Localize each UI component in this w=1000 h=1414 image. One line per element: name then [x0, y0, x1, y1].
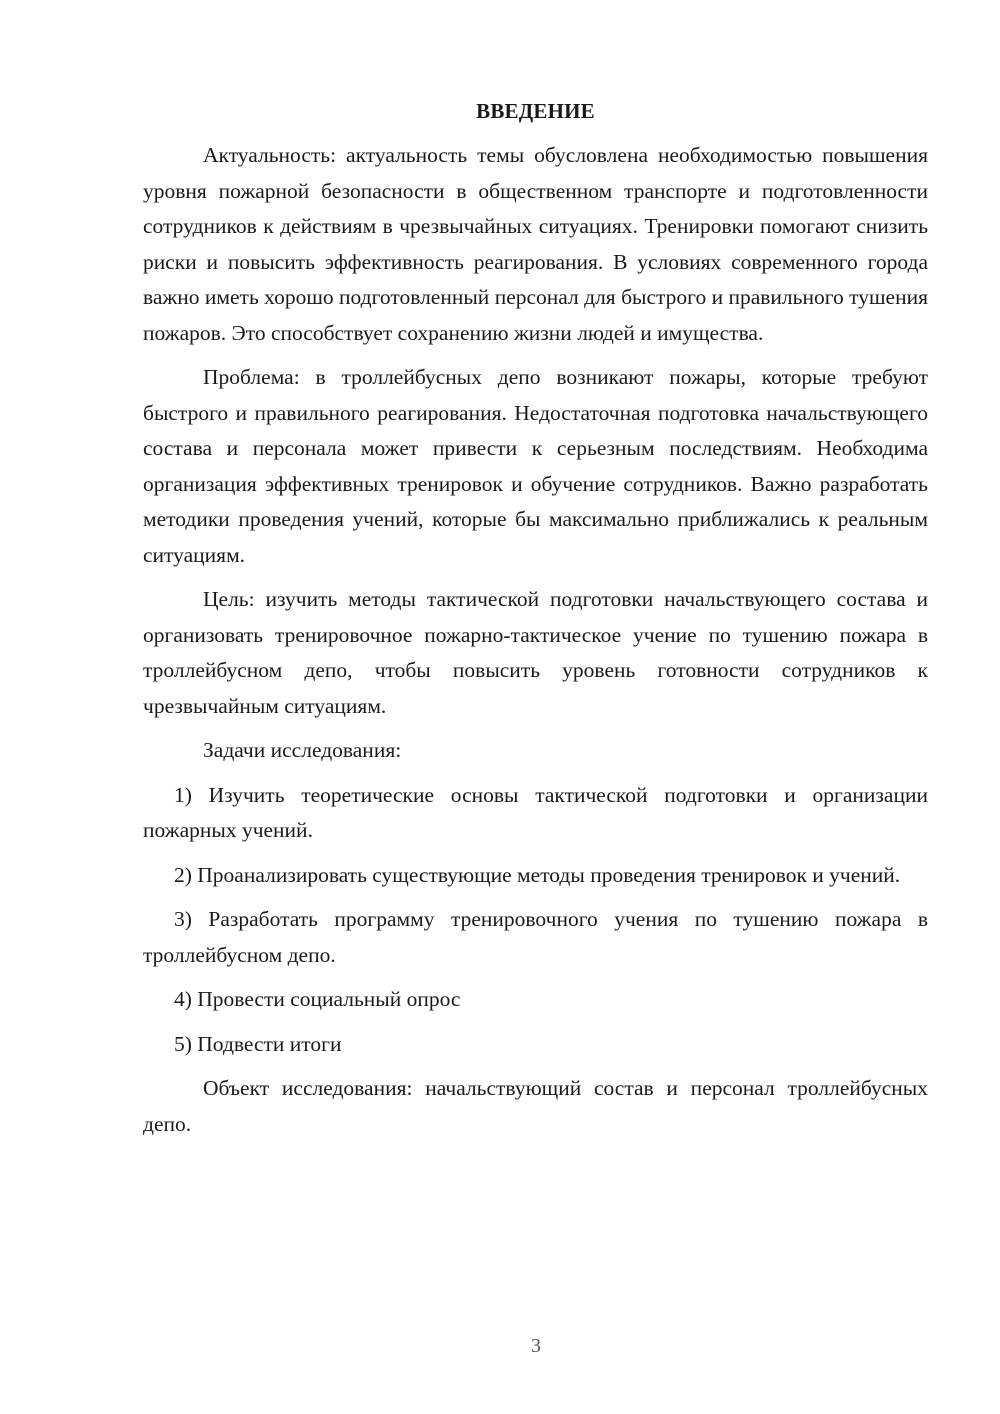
relevance-paragraph: Актуальность: актуальность темы обусловлена необходимостью повышения уровня пожарной безопасности в общественном транспорте и подготовленности сотрудников к действиям в чрезвычайных ситуациях. Тренировки помогают снизить риски и повысить эффективность реагирования. В условиях современного города важно иметь хорошо подготовленный персонал для быстрого и правильного тушения пожаров. Это способствует сохранению жизни людей и имущества. [143, 143, 928, 345]
section-heading: ВВЕДЕНИЕ [476, 99, 595, 123]
page-number: 3 [531, 1335, 541, 1357]
goal-paragraph: Цель: изучить методы тактической подготовки начальствующего состава и организовать тренировочное пожарно-тактическое учение по тушению пожара в троллейбусном депо, чтобы повысить уровень готовности сотрудников к чрезвычайным ситуациям. [143, 587, 928, 718]
task-item-5: 5) Подвести итоги [174, 1031, 342, 1056]
tasks-title: Задачи исследования: [203, 738, 402, 762]
task-item-2: 2) Проанализировать существующие методы проведения тренировок и учений. [174, 862, 901, 887]
task-item-1: 1) Изучить теоретические основы тактической подготовки и организации пожарных учений. [143, 782, 928, 842]
task-item-3: 3) Разработать программу тренировочного учения по тушению пожара в троллейбусном депо. [143, 907, 928, 967]
task-item-4: 4) Провести социальный опрос [174, 987, 461, 1011]
problem-paragraph: Проблема: в троллейбусных депо возникают пожары, которые требуют быстрого и правильного реагирования. Недостаточная подготовка начальствующего состава и персонала может привести к серьезным последствиям. Необходима организация эффективных тренировок и обучение сотрудников. Важно разработать методики проведения учений, которые бы максимально приближались к реальным ситуациям. [143, 365, 928, 567]
page-content [143, 94, 928, 1151]
object-paragraph: Объект исследования: начальствующий состав и персонал троллейбусных депо. [143, 1076, 928, 1136]
